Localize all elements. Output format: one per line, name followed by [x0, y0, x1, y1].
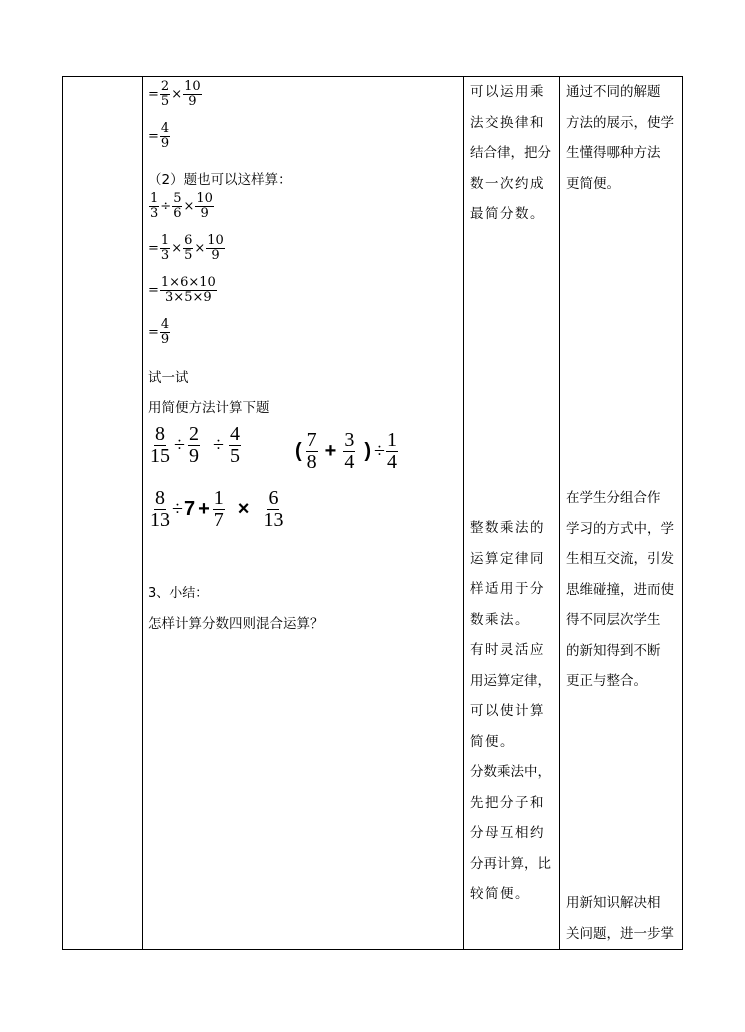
exercise-2: ( $\frac{7}{8}$ + $\frac{3}{4}$ ) ÷ $\frac{1}{4}$ — [295, 429, 398, 473]
fraction: $\frac{10}{9}$ — [184, 79, 201, 109]
fraction: $\frac{4}{9}$ — [160, 121, 170, 151]
step-line-1: = $\frac{2}{5}$ × $\frac{10}{9}$ — [148, 79, 201, 109]
notes-block-2: 整数乘法的 运算定律同 样适用于分 数乘法。 有时灵活应 用运算定律， 可以使计算 简便。 分数乘法中， 先把分子和 分母互相约 分再计算，比 较简便。 — [470, 520, 551, 902]
summary-title: 3、小结： — [148, 586, 209, 601]
column-divider-2 — [463, 77, 464, 949]
method-2-intro: （2）题也可以这样算： — [148, 172, 292, 188]
exercise-1: $\frac{8}{15}$ ÷ $\frac{2}{9}$ ÷ $\frac{4}{5}$ — [150, 423, 240, 467]
method-2-line-1: $\frac{1}{3}$ ÷ $\frac{5}{6}$ × $\frac{10}{9}$ — [150, 191, 213, 221]
summary-question: 怎样计算分数四则混合运算？ — [148, 616, 324, 632]
intent-block-2: 在学生分组合作 学习的方式中，学 生相互交流，引发 思维碰撞，进而使 得不同层次学生 的新知得到不断 更正与整合。 — [566, 490, 674, 689]
try-title: 试一试 — [148, 370, 189, 386]
try-instruction: 用简便方法计算下题 — [148, 400, 270, 416]
column-divider-3 — [559, 77, 560, 949]
intent-block-3: 用新知识解决相 关问题，进一步掌 — [566, 895, 674, 942]
column-divider-1 — [142, 77, 143, 949]
intent-block-1: 通过不同的解题 方法的展示，使学 生懂得哪种方法 更简便。 — [566, 84, 674, 192]
method-2-line-3: = $\frac{1\times 6\times 10}{3\times 5\times 9}$ — [148, 275, 216, 305]
method-2-line-4: = $\frac{4}{9}$ — [148, 317, 170, 347]
notes-block-1: 可以运用乘 法交换律和 结合律，把分 数一次约成 最简分数。 — [470, 84, 551, 222]
method-2-line-2: = $\frac{1}{3}$ × $\frac{6}{5}$ × $\frac{10}{9}$ — [148, 233, 224, 263]
main-content — [148, 76, 458, 950]
step-line-2: = $\frac{4}{9}$ — [148, 121, 170, 151]
exercise-3: $\frac{8}{13}$ ÷ 7 + $\frac{1}{7}$ × $\frac{6}{13}$ — [150, 487, 284, 531]
fraction: $\frac{2}{5}$ — [160, 79, 170, 109]
